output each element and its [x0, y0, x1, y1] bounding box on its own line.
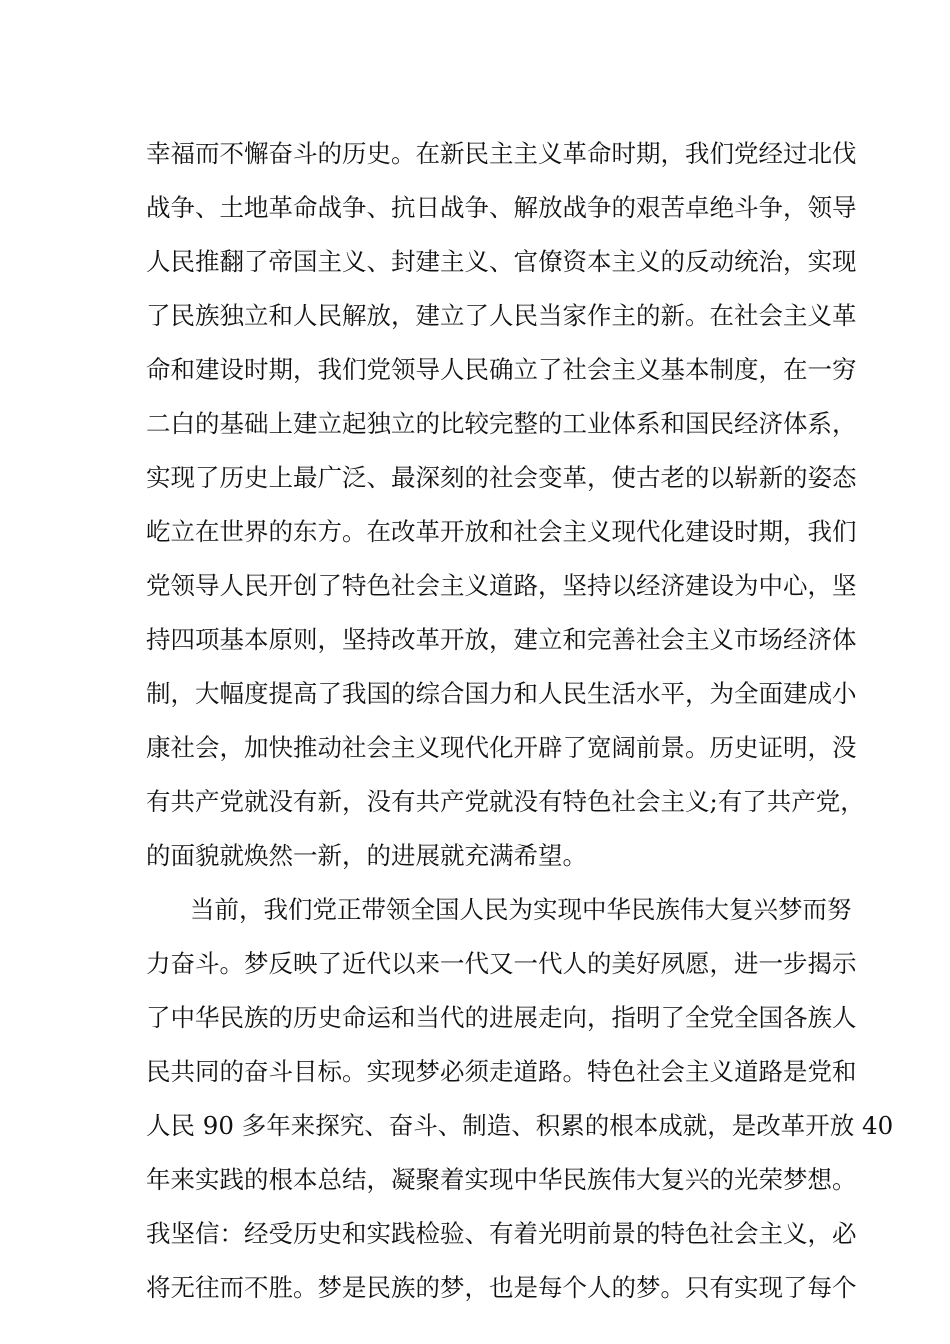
body-text-line: 幸福而不懈奋斗的历史。在新民主主义革命时期，我们党经过北伐 [146, 139, 857, 168]
paragraph-end-line: 的面貌就焕然一新，的进展就充满希望。 [146, 841, 587, 870]
body-text-line: 持四项基本原则，坚持改革开放，建立和完善社会主义市场经济体 [146, 625, 857, 654]
body-text-line: 制，大幅度提高了我国的综合国力和人民生活水平，为全面建成小 [146, 679, 857, 708]
body-text-line: 人民推翻了帝国主义、封建主义、官僚资本主义的反动统治，实现 [146, 247, 857, 276]
body-text-line: 命和建设时期，我们党领导人民确立了社会主义基本制度，在一穷 [146, 355, 857, 384]
body-text-line: 实现了历史上最广泛、最深刻的社会变革，使古老的以崭新的姿态 [146, 463, 857, 492]
paragraph-first-line: 当前，我们党正带领全国人民为实现中华民族伟大复兴梦而努 [190, 895, 852, 924]
body-text-line: 人民 90 多年来探究、奋斗、制造、积累的根本成就，是改革开放 40 [146, 1111, 894, 1140]
body-text-line: 将无往而不胜。梦是民族的梦，也是每个人的梦。只有实现了每个 [146, 1273, 857, 1302]
body-text-line: 年来实践的根本总结，凝聚着实现中华民族伟大复兴的光荣梦想。 [146, 1165, 857, 1194]
body-text-line: 战争、土地革命战争、抗日战争、解放战争的艰苦卓绝斗争，领导 [146, 193, 857, 222]
body-text-line: 屹立在世界的东方。在改革开放和社会主义现代化建设时期，我们 [146, 517, 857, 546]
body-text-line: 党领导人民开创了特色社会主义道路，坚持以经济建设为中心，坚 [146, 571, 857, 600]
body-text-line: 了中华民族的历史命运和当代的进展走向，指明了全党全国各族人 [146, 1003, 857, 1032]
body-text-line: 有共产党就没有新，没有共产党就没有特色社会主义;有了共产党， [146, 787, 865, 816]
body-text-line: 我坚信：经受历史和实践检验、有着光明前景的特色社会主义，必 [146, 1219, 857, 1248]
body-text-line: 民共同的奋斗目标。实现梦必须走道路。特色社会主义道路是党和 [146, 1057, 857, 1086]
body-text-line: 了民族独立和人民解放，建立了人民当家作主的新。在社会主义革 [146, 301, 857, 330]
body-text-line: 康社会，加快推动社会主义现代化开辟了宽阔前景。历史证明，没 [146, 733, 857, 762]
body-text-line: 二白的基础上建立起独立的比较完整的工业体系和国民经济体系， [146, 409, 857, 438]
body-text-line: 力奋斗。梦反映了近代以来一代又一代人的美好夙愿，进一步揭示 [146, 949, 857, 978]
